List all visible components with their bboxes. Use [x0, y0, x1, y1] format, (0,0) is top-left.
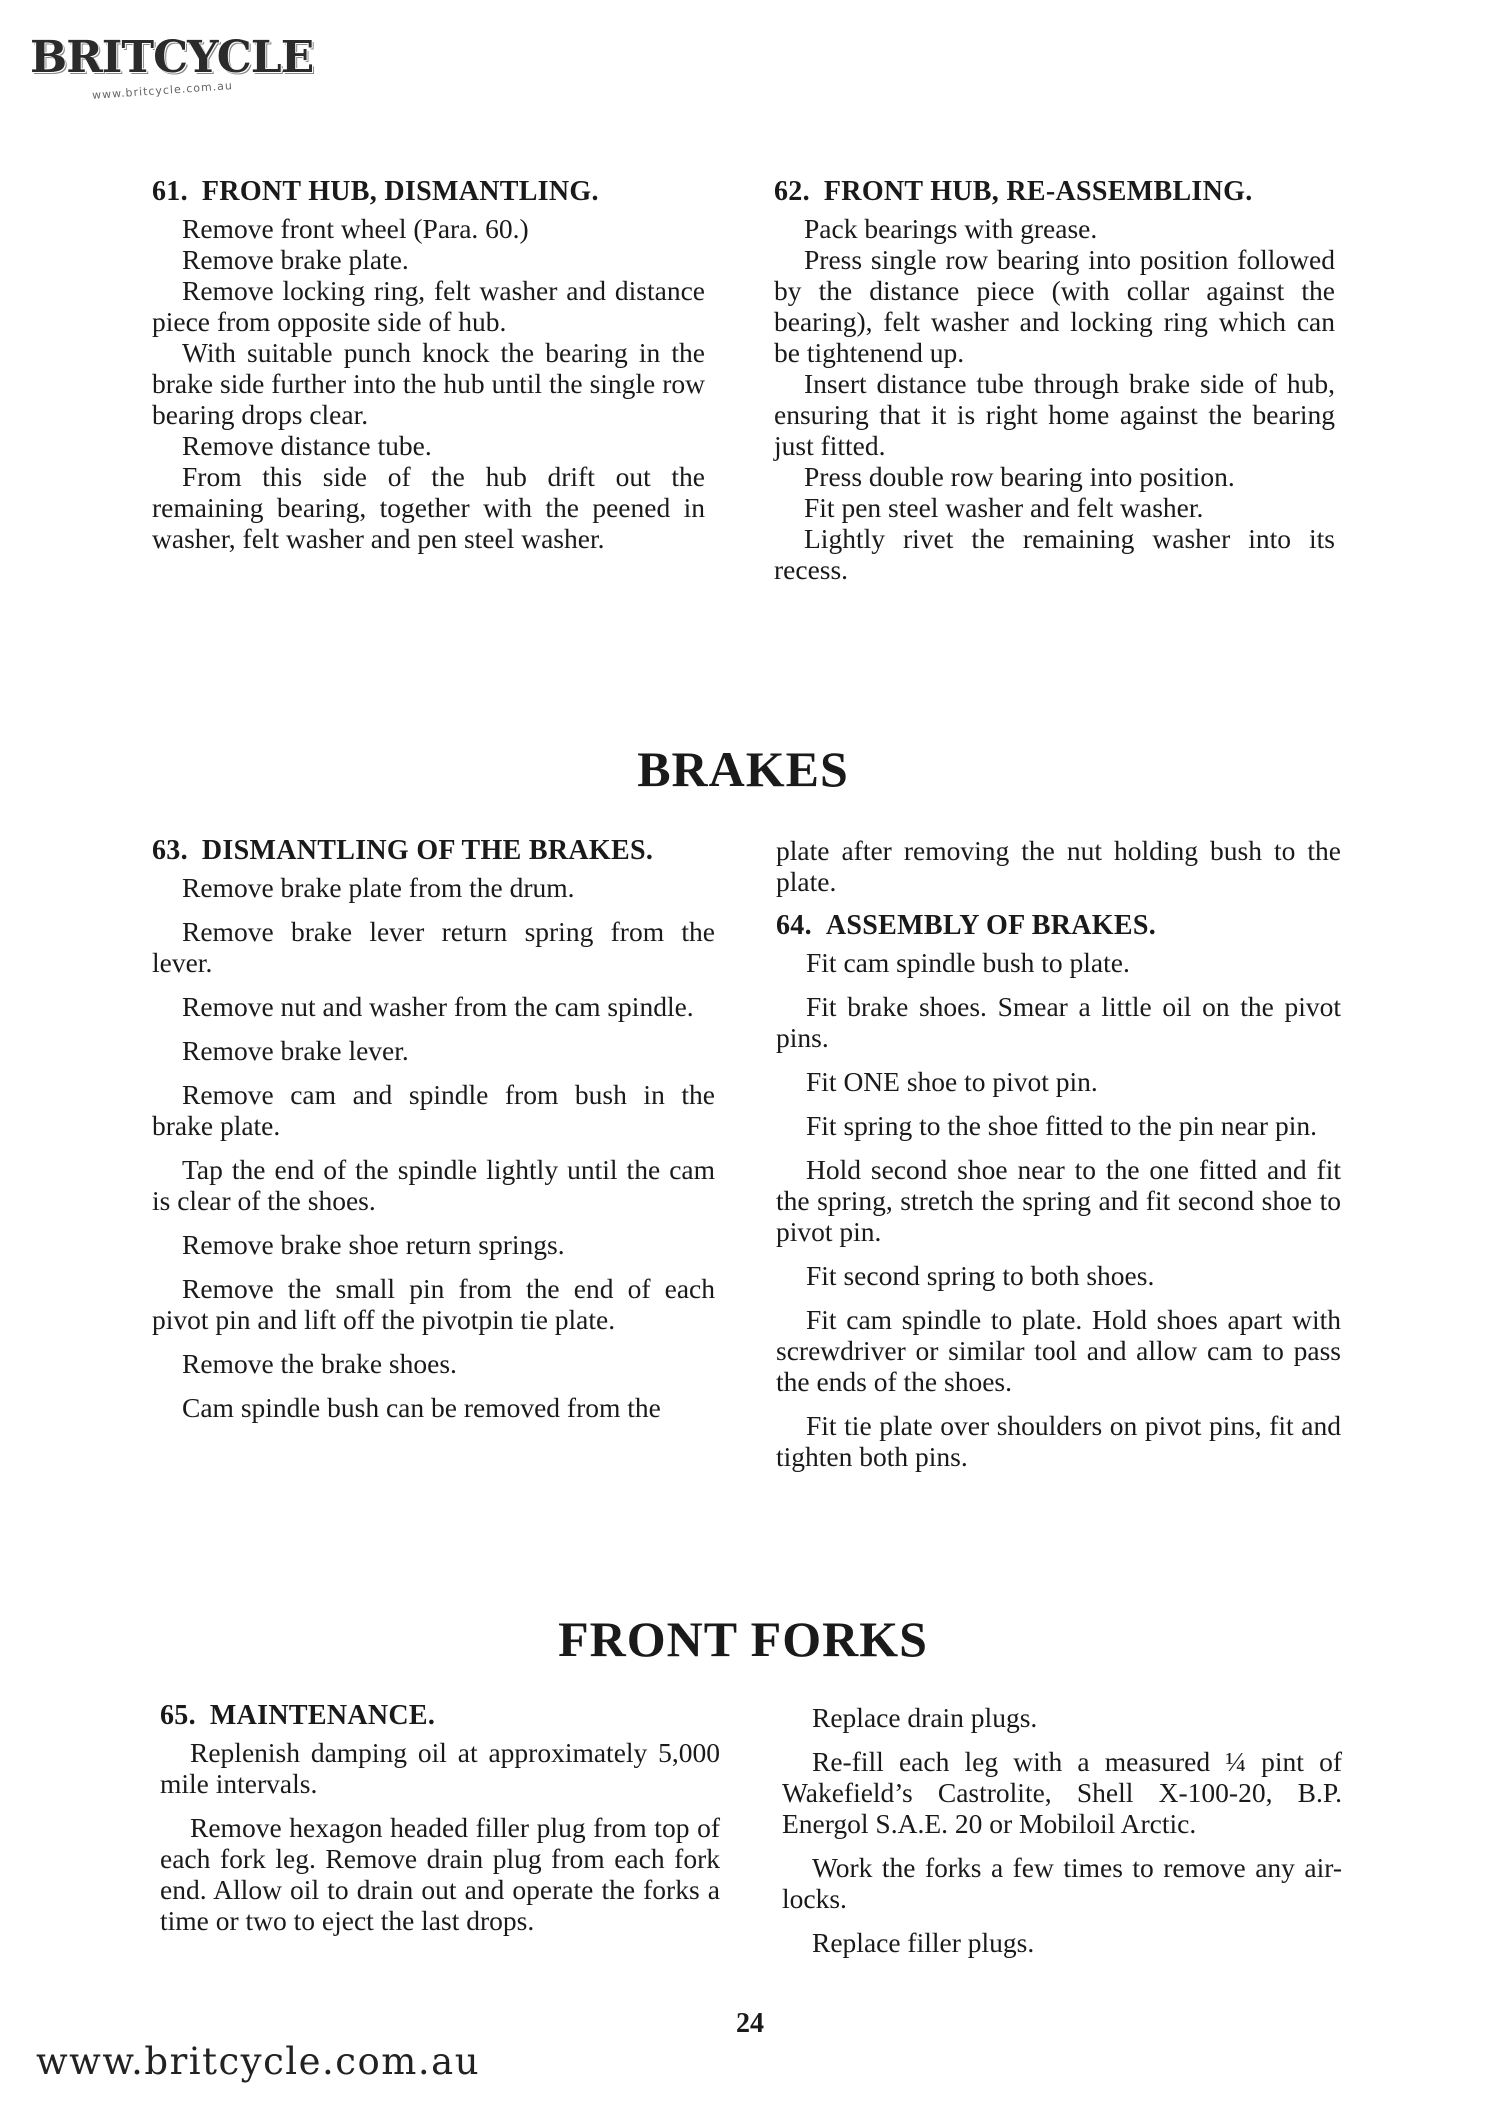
paragraph: Remove locking ring, felt washer and distance piece from opposite side of hub. — [152, 275, 705, 337]
paragraph: Fit ONE shoe to pivot pin. — [806, 1066, 1098, 1097]
paragraph: Replace drain plugs. — [812, 1702, 1038, 1733]
paragraph: Pack bearings with grease. — [804, 213, 1098, 244]
section-65-heading: 65. MAINTENANCE. — [160, 1700, 436, 1731]
paragraph: Fit brake shoes. Smear a little oil on the pivot pins. — [776, 991, 1341, 1053]
section-61-heading: 61. FRONT HUB, DISMANTLING. — [152, 176, 599, 207]
front-forks-title: FRONT FORKS — [558, 1611, 928, 1667]
section-62-heading: 62. FRONT HUB, RE-ASSEMBLING. — [774, 176, 1253, 207]
paragraph: Fit pen steel washer and felt washer. — [804, 492, 1204, 523]
section-62 — [774, 176, 1335, 585]
brakes-title: BRAKES — [637, 741, 849, 797]
paragraph: Remove nut and washer from the cam spindle. — [182, 991, 694, 1022]
paragraph: Press double row bearing into position. — [804, 461, 1235, 492]
paragraph: Remove hexagon headed filler plug from top of each fork leg. Remove drain plug from each fork end. Allow oil to drain out and operate the forks a time or two to eject the last drops. — [160, 1812, 720, 1936]
section-61 — [152, 176, 705, 554]
paragraph: Fit cam spindle bush to plate. — [806, 947, 1130, 978]
logo-name: BRITCYCLE — [30, 32, 314, 83]
paragraph: Remove brake plate. — [182, 244, 409, 275]
paragraph: Hold second shoe near to the one fitted and fit the spring, stretch the spring and fit second shoe to pivot pin. — [776, 1154, 1341, 1247]
section-63-continued: plate after removing the nut holding bush to the plate. — [776, 835, 1341, 897]
paragraph: Cam spindle bush can be removed from the — [182, 1392, 661, 1423]
paragraph: Work the forks a few times to remove any air-locks. — [782, 1852, 1342, 1914]
paragraph: Insert distance tube through brake side of hub, ensuring that it is right home against the bearing just fitted. — [774, 368, 1335, 461]
paragraph: With suitable punch knock the bearing in the brake side further into the hub until the single row bearing drops clear. — [152, 337, 705, 430]
paragraph: Re-fill each leg with a measured ¼ pint of Wakefield’s Castrolite, Shell X-100-20, B.P. Energol S.A.E. 20 or Mobiloil Arctic. — [782, 1746, 1342, 1839]
logo-url: www.britcycle.com.au — [91, 79, 234, 102]
paragraph: From this side of the hub drift out the remaining bearing, together with the peened in washer, felt washer and pen steel washer. — [152, 461, 705, 554]
paragraph: Remove cam and spindle from bush in the brake plate. — [152, 1079, 715, 1141]
paragraph: Replace filler plugs. — [812, 1927, 1035, 1958]
britcycle-logo — [30, 32, 314, 107]
section-65 — [160, 1700, 720, 1949]
paragraph: Fit second spring to both shoes. — [806, 1260, 1155, 1291]
website-footer: www.britcycle.com.au — [36, 2040, 481, 2083]
section-64-column — [776, 835, 1341, 1485]
paragraph: Remove front wheel (Para. 60.) — [182, 213, 529, 244]
paragraph: Remove brake lever. — [182, 1035, 409, 1066]
paragraph: Remove the small pin from the end of each pivot pin and lift off the pivotpin tie plate. — [152, 1273, 715, 1335]
paragraph: Remove brake plate from the drum. — [182, 872, 575, 903]
paragraph: Fit spring to the shoe fitted to the pin near pin. — [806, 1110, 1317, 1141]
paragraph: Remove brake shoe return springs. — [182, 1229, 565, 1260]
section-65-right — [782, 1702, 1342, 1971]
section-63-heading: 63. DISMANTLING OF THE BRAKES. — [152, 835, 654, 866]
paragraph: Press single row bearing into position followed by the distance piece (with collar against the bearing), felt washer and locking ring which can be tightenend up. — [774, 244, 1335, 368]
paragraph: Lightly rivet the remaining washer into its recess. — [774, 523, 1335, 585]
page-number: 24 — [736, 2008, 764, 2039]
paragraph: Replenish damping oil at approximately 5,000 mile intervals. — [160, 1737, 720, 1799]
paragraph: Remove the brake shoes. — [182, 1348, 457, 1379]
paragraph: Fit tie plate over shoulders on pivot pins, fit and tighten both pins. — [776, 1410, 1341, 1472]
section-63 — [152, 835, 715, 1436]
paragraph: Fit cam spindle to plate. Hold shoes apart with screwdriver or similar tool and allow cam to pass the ends of the shoes. — [776, 1304, 1341, 1397]
paragraph: Tap the end of the spindle lightly until the cam is clear of the shoes. — [152, 1154, 715, 1216]
paragraph: Remove distance tube. — [182, 430, 432, 461]
section-64-heading: 64. ASSEMBLY OF BRAKES. — [776, 910, 1157, 941]
paragraph: Remove brake lever return spring from the lever. — [152, 916, 715, 978]
